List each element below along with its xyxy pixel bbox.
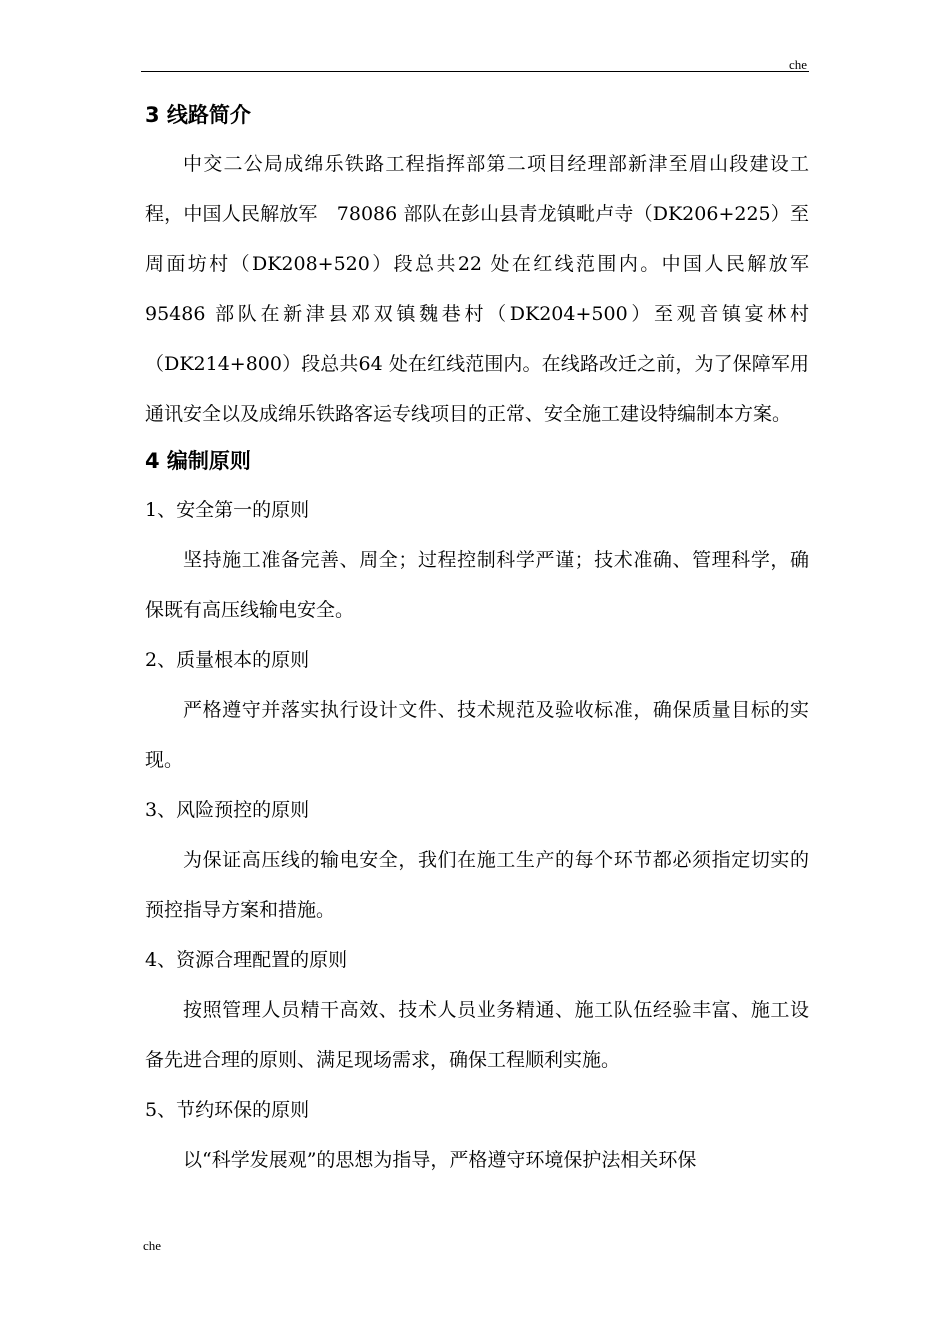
section-4-heading: 4 编制原则 [145,449,251,473]
document-body [145,95,809,1185]
page-footer-text: che [143,1238,162,1253]
principle-1-label: 1、安全第一的原则 [145,499,310,521]
principle-4-text: 按照管理人员精干高效、技术人员业务精通、施工队伍经验丰富、施工设备先进合理的原则、满足现场需求，确保工程顺利实施。 [145,999,809,1071]
principle-2-text: 严格遵守并落实执行设计文件、技术规范及验收标准，确保质量目标的实现。 [145,699,809,771]
principle-2-label: 2、质量根本的原则 [145,649,310,671]
header-rule [141,71,809,72]
section-3-heading: 3 线路简介 [145,103,251,127]
principle-4-label: 4、资源合理配置的原则 [145,949,348,971]
principle-3-label: 3、风险预控的原则 [145,799,310,821]
principle-1-text: 坚持施工准备完善、周全；过程控制科学严谨；技术准确、管理科学，确保既有高压线输电安全。 [145,549,809,621]
page-header-text: che [788,57,807,72]
principle-5-text: 以“科学发展观”的思想为指导，严格遵守环境保护法相关环保 [183,1149,697,1171]
section-3-paragraph: 中交二公局成绵乐铁路工程指挥部第二项目经理部新津至眉山段建设工程，中国人民解放军 78086 部队在彭山县青龙镇毗卢寺（DK206+225）至周面坊村（DK208+520）段总共22 处在红线范围内。中国人民解放军 95486 部队在新津县邓双镇魏巷村（DK204+500）至观音镇宴林村（DK214+800）段总共64 处在红线范围内。在线路改迁之前，为了保障军用通讯安全以及成绵乐铁路客运专线项目的正常、安全施工建设特编制本方案。 [145,153,809,425]
principle-5-label: 5、节约环保的原则 [145,1099,310,1121]
principle-3-text: 为保证高压线的输电安全，我们在施工生产的每个环节都必须指定切实的预控指导方案和措施。 [145,849,809,921]
